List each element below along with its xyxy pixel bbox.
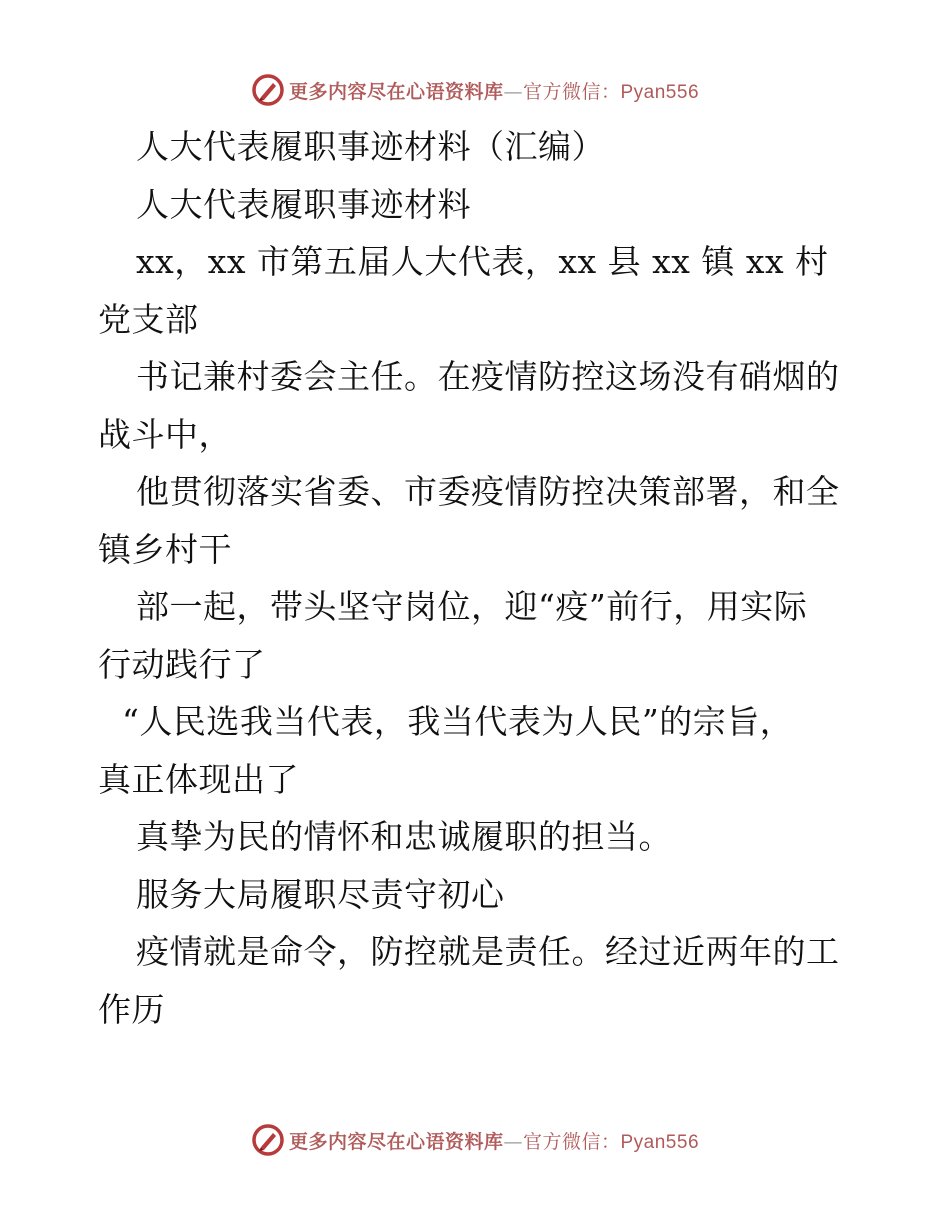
paragraph-line: 书记兼村委会主任。在疫情防控这场没有硝烟的 [136,357,840,396]
paragraph-line: 疫情就是命令，防控就是责任。经过近两年的工 [136,932,840,971]
footer-banner [0,1120,950,1160]
section-heading: 服务大局履职尽责守初心 [136,874,505,914]
paragraph-line: 镇乡村干 [98,529,232,569]
paragraph-line: 真挚为民的情怀和忠诚履职的担当。 [136,817,672,856]
pen-logo-icon [251,1123,285,1157]
paragraph-line: 作历 [98,989,165,1029]
paragraph-line: 部一起，带头坚守岗位，迎“疫”前行，用实际 [136,587,808,626]
pen-logo-icon [251,73,285,107]
paragraph-line: “人民选我当代表，我当代表为人民”的宗旨， [122,702,794,741]
document-body [98,118,858,1038]
paragraph-line: 他贯彻落实省委、市委疫情防控决策部署，和全 [136,472,840,511]
document-title: 人大代表履职事迹材料（汇编） [136,127,605,166]
header-banner [0,70,950,110]
banner-text: 更多内容尽在心语资料库—官方微信：Pyan556 [288,80,700,103]
paragraph-line: 党支部 [98,299,199,339]
banner-text: 更多内容尽在心语资料库—官方微信：Pyan556 [288,1130,700,1153]
paragraph-line: 真正体现出了 [98,759,299,799]
paragraph-line: 行动践行了 [98,644,266,684]
paragraph-line: 战斗中， [98,414,232,454]
paragraph-line: xx，xx 市第五届人大代表，xx 县 xx 镇 xx 村 [136,242,829,281]
document-subtitle: 人大代表履职事迹材料 [136,184,471,224]
